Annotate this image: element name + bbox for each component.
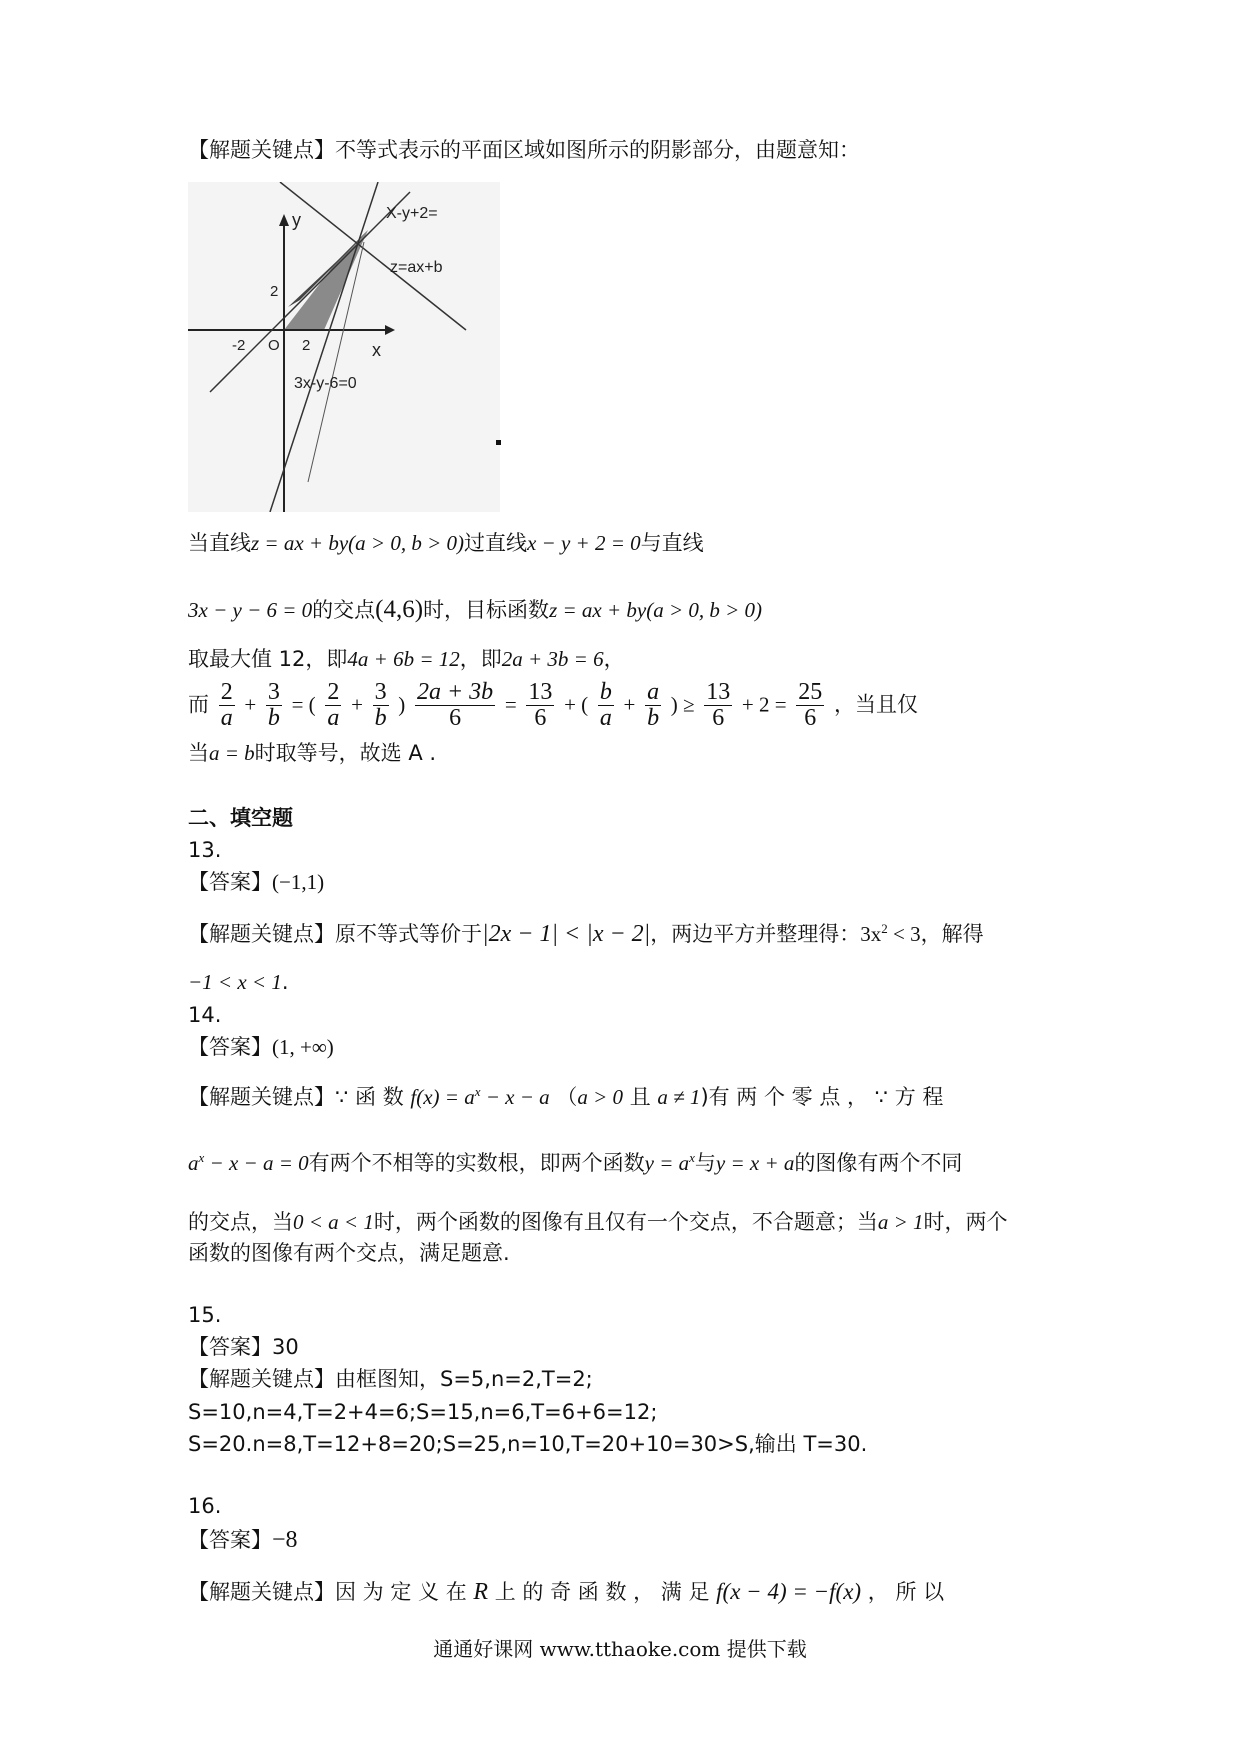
black-dot	[496, 440, 501, 445]
p2-b: 的交点	[312, 598, 376, 622]
section-title: 二、填空题	[188, 806, 293, 830]
q14-l3t3: 时，两个	[923, 1210, 1008, 1234]
q14-math-a-ne-1: a ≠ 1	[657, 1085, 701, 1109]
q14-t3: 且	[629, 1085, 651, 1109]
key-label: 【解题关键点】	[188, 922, 335, 946]
p3-c: ，即	[459, 647, 502, 671]
q14-sup-2: x	[198, 1150, 205, 1165]
q15-answer-line	[188, 1335, 299, 1360]
frac-num: 3	[374, 679, 387, 705]
q14-math-eq-a: a	[188, 1151, 199, 1175]
q14-sup-3: x	[689, 1150, 695, 1165]
frac-a-over-b	[645, 680, 661, 731]
frac-b-over-a	[598, 680, 614, 731]
line2-label: z=ax+b	[390, 259, 443, 276]
q13-answer-line	[188, 870, 324, 895]
p1-math-z: z = ax + by(a > 0, b > 0)	[251, 531, 464, 555]
frac-25-over-6	[796, 680, 824, 731]
q15-key-line	[188, 1367, 593, 1392]
para-2	[188, 595, 762, 625]
q15-number: 15.	[188, 1303, 222, 1327]
q16-math-f: f(x − 4) = −f(x)	[716, 1579, 862, 1604]
para-3	[188, 647, 625, 672]
op: + 2 =	[741, 692, 787, 717]
line1-label: X-y+2=	[386, 205, 438, 222]
q14-math-range: 0 < a < 1	[293, 1210, 374, 1234]
frac-num: a	[647, 679, 660, 705]
p1-c: 过直线	[463, 531, 527, 555]
q14-line-4: 函数的图像有两个交点，满足题意.	[188, 1241, 510, 1265]
frac-num: 2	[220, 679, 233, 705]
x-axis-label: x	[372, 340, 381, 360]
feasible-region-figure	[188, 182, 500, 512]
frac-den: b	[374, 705, 387, 732]
q13-result-line	[188, 970, 289, 995]
q13-sup: 2	[881, 921, 888, 936]
q16-number: 16.	[188, 1494, 222, 1518]
p4-b: ，当且仅	[833, 692, 918, 717]
frac-num: b	[599, 679, 612, 705]
q14-t2: （	[556, 1085, 578, 1109]
frac-3-over-b-2	[373, 680, 389, 731]
frac-den: 6	[534, 705, 547, 732]
frac-2-over-a-2	[325, 680, 341, 731]
x-tick-2: 2	[302, 337, 311, 354]
q13-math-ineq: |2x − 1| < |x − 2|	[482, 921, 651, 947]
op: = (	[291, 692, 316, 717]
q14-t1: ∵ 函 数	[335, 1085, 404, 1109]
op: +	[244, 692, 257, 717]
frac-den: a	[327, 705, 340, 732]
q13-math-3x: 3x	[860, 922, 882, 946]
frac-den: a	[599, 705, 612, 732]
q15-line-2: S=10,n=4,T=2+4=6;S=15,n=6,T=6+6=12;	[188, 1400, 658, 1424]
frac-num: 25	[798, 679, 823, 705]
q16-answer: −8	[272, 1527, 298, 1553]
q16-math-R: R	[473, 1579, 489, 1605]
q13-end: .	[281, 970, 289, 994]
q15-t1: 由框图知，S=5,n=2,T=2;	[335, 1367, 593, 1391]
frac-num: 2	[327, 679, 340, 705]
answer-label: 【答案】	[188, 1528, 272, 1552]
q14-line-2	[188, 1150, 962, 1176]
op: +	[623, 692, 636, 717]
para-1	[188, 531, 704, 556]
frac-den: a	[220, 705, 233, 732]
key-label: 【解题关键点】	[188, 1367, 335, 1391]
op: )	[398, 692, 406, 717]
q14-key-line	[188, 1084, 943, 1110]
q16-t1: 因 为 定 义 在	[335, 1580, 467, 1604]
answer-label: 【答案】	[188, 1335, 272, 1359]
page-footer: 通通好课网 www.tthaoke.com 提供下载	[433, 1637, 807, 1661]
q16-key-line	[188, 1578, 944, 1607]
frac-den: 6	[804, 705, 817, 732]
frac-13-over-6	[526, 680, 554, 731]
q14-answer: (1, +∞)	[272, 1035, 334, 1059]
q14-l2t3: 的图像有两个不同	[794, 1151, 963, 1175]
p2-math-z: z = ax + by(a > 0, b > 0)	[549, 598, 763, 622]
q14-math-eq: − x − a = 0	[204, 1151, 309, 1175]
answer-label: 【答案】	[188, 870, 272, 894]
origin-label: O	[268, 337, 280, 354]
q13-math-result: −1 < x < 1	[188, 970, 282, 994]
key-label: 【解题关键点】	[188, 1580, 335, 1604]
q14-math-y-xa: y = x + a	[715, 1151, 795, 1175]
frac-den: 6	[449, 705, 462, 732]
q16-answer-line	[188, 1526, 298, 1555]
q13-number: 13.	[188, 838, 222, 862]
p4-a: 而	[188, 692, 209, 717]
frac-num: 2a + 3b	[416, 679, 494, 705]
op: =	[504, 692, 517, 717]
q14-line-3	[188, 1210, 1008, 1235]
q14-math-f2: − x − a	[480, 1085, 550, 1109]
q13-key-line	[188, 920, 984, 949]
q13-math-lt3: < 3	[887, 922, 921, 946]
q14-l3t1: 的交点，当	[188, 1210, 293, 1234]
frac-num: 13	[528, 679, 553, 705]
q14-l3t2: 时，两个函数的图像有且仅有一个交点，不合题意；当	[373, 1210, 878, 1234]
answer-label: 【答案】	[188, 1035, 272, 1059]
p3-math-2: 2a + 3b = 6	[501, 647, 604, 671]
frac-2-over-a	[219, 680, 235, 731]
q14-sup: x	[474, 1084, 481, 1099]
frac-2a3b-over-6	[415, 680, 495, 731]
y-axis-label: y	[292, 210, 301, 230]
frac-3-over-b	[266, 680, 282, 731]
para-4	[188, 680, 918, 731]
frac-num: 13	[706, 679, 731, 705]
p5-math: a = b	[209, 741, 255, 765]
para-5	[188, 741, 436, 766]
q13-answer: (−1,1)	[272, 870, 325, 894]
p1-e: 与直线	[640, 531, 704, 555]
p2-d: 时，目标函数	[423, 598, 550, 622]
q14-l2t2: 与	[694, 1151, 716, 1175]
p2-math-line: 3x − y − 6 = 0	[188, 598, 313, 622]
q14-t4: )有 两 个 零 点 ， ∵ 方 程	[700, 1085, 944, 1109]
op: ) ≥	[670, 692, 695, 717]
q15-line-3: S=20.n=8,T=12+8=20;S=25,n=10,T=20+10=30>S,输出 T=30.	[188, 1432, 868, 1456]
frac-num: 3	[267, 679, 280, 705]
q14-math-a-gt-1: a > 1	[877, 1210, 924, 1234]
q15-answer: 30	[272, 1335, 299, 1359]
q16-t3: ， 所 以	[867, 1580, 945, 1604]
q13-t3: ，解得	[920, 922, 984, 946]
p2-point: (4,6)	[375, 596, 424, 623]
frac-den: b	[267, 705, 280, 732]
q14-math-a-pos: a > 0	[577, 1085, 624, 1109]
p3-e: ，	[603, 647, 625, 671]
q13-t2: ，两边平方并整理得：	[650, 922, 861, 946]
q14-l2t1: 有两个不相等的实数根，即两个函数	[308, 1151, 645, 1175]
line3-label: 3x-y-6=0	[294, 375, 357, 392]
key-label: 【解题关键点】	[188, 1085, 335, 1109]
p5-c: 时取等号，故选 A .	[254, 741, 437, 765]
q14-number: 14.	[188, 1003, 222, 1027]
p3-a: 取最大值 12，即	[188, 647, 348, 671]
q16-t2: 上 的 奇 函 数 ， 满 足	[494, 1580, 710, 1604]
p1-math-line: x − y + 2 = 0	[526, 531, 641, 555]
op: +	[351, 692, 363, 717]
q13-t1: 原不等式等价于	[335, 922, 482, 946]
p5-a: 当	[188, 741, 209, 765]
frac-13-over-6-2	[704, 680, 732, 731]
x-tick-neg2: -2	[232, 337, 246, 354]
p1-a: 当直线	[188, 531, 251, 555]
frac-den: b	[647, 705, 660, 732]
p3-math-1: 4a + 6b = 12	[347, 647, 460, 671]
intro-text: 【解题关键点】不等式表示的平面区域如图所示的阴影部分，由题意知：	[188, 138, 860, 162]
frac-den: 6	[712, 705, 725, 732]
y-tick-2: 2	[270, 283, 279, 300]
op: + (	[564, 692, 589, 717]
q14-math-f: f(x) = a	[410, 1085, 475, 1109]
q14-math-y-ax: y = a	[644, 1151, 690, 1175]
q14-answer-line	[188, 1035, 334, 1060]
